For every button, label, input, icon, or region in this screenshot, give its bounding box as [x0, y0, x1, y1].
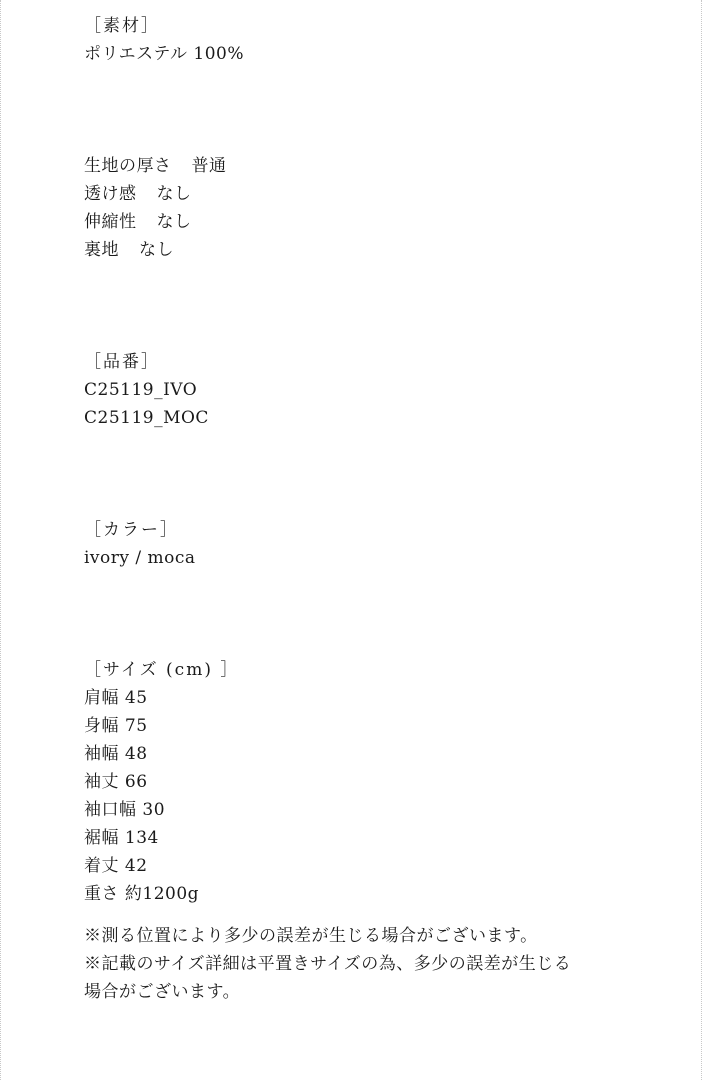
- property-lining: [84, 236, 684, 264]
- property-value: なし: [156, 184, 192, 204]
- color-heading: ［カラー］: [84, 520, 179, 540]
- size-value: 約1200g: [124, 884, 200, 904]
- note-flat-lay: ※記載のサイズ詳細は平置きサイズの為、多少の誤差が生じる: [84, 954, 572, 974]
- product-spec-text: [84, 12, 684, 1006]
- material-heading: ［素材］: [84, 16, 160, 36]
- size-shoulder: [84, 684, 684, 712]
- product-number-heading: ［品番］: [84, 352, 160, 372]
- product-number-moca: C25119_MOC: [84, 408, 209, 428]
- property-thickness: [84, 152, 684, 180]
- size-sleeve-length: [84, 768, 684, 796]
- color-value: ivory / moca: [84, 548, 196, 568]
- size-label: 肩幅: [84, 688, 119, 708]
- product-number-ivory: C25119_IVO: [84, 380, 198, 400]
- size-label: 袖幅: [84, 744, 119, 764]
- size-sleeve-width: [84, 740, 684, 768]
- note-measurement: ※測る位置により多少の誤差が生じる場合がございます。: [84, 926, 538, 946]
- property-sheerness: [84, 180, 684, 208]
- size-length: [84, 852, 684, 880]
- size-value: 30: [142, 800, 166, 820]
- material-value: ポリエステル 100%: [84, 44, 244, 64]
- spacer: [84, 264, 684, 348]
- size-heading: ［サイズ (cm) ］: [84, 660, 240, 680]
- size-value: 134: [124, 828, 159, 848]
- left-dotted-border: [0, 0, 2, 1080]
- size-value: 42: [124, 856, 148, 876]
- spacer: [84, 432, 684, 516]
- property-value: なし: [139, 240, 174, 260]
- size-label: 袖丈: [84, 772, 119, 792]
- size-label: 裾幅: [84, 828, 119, 848]
- property-label: 伸縮性: [84, 212, 137, 232]
- size-weight: [84, 880, 684, 908]
- size-label: 身幅: [84, 716, 119, 736]
- size-hem-width: [84, 824, 684, 852]
- spacer: [84, 68, 684, 152]
- size-value: 45: [124, 688, 148, 708]
- property-label: 透け感: [84, 184, 137, 204]
- spacer: [84, 908, 684, 922]
- size-label: 着丈: [84, 856, 119, 876]
- size-label: 重さ: [84, 884, 119, 904]
- size-value: 48: [124, 744, 148, 764]
- size-label: 袖口幅: [84, 800, 137, 820]
- note-flat-lay-cont: 場合がございます。: [84, 982, 241, 1002]
- property-label: 生地の厚さ: [84, 156, 172, 176]
- property-label: 裏地: [84, 240, 119, 260]
- property-value: 普通: [191, 156, 227, 176]
- property-stretch: [84, 208, 684, 236]
- size-value: 66: [124, 772, 148, 792]
- property-value: なし: [156, 212, 192, 232]
- spacer: [84, 572, 684, 656]
- size-value: 75: [124, 716, 148, 736]
- size-body-width: [84, 712, 684, 740]
- size-cuff-width: [84, 796, 684, 824]
